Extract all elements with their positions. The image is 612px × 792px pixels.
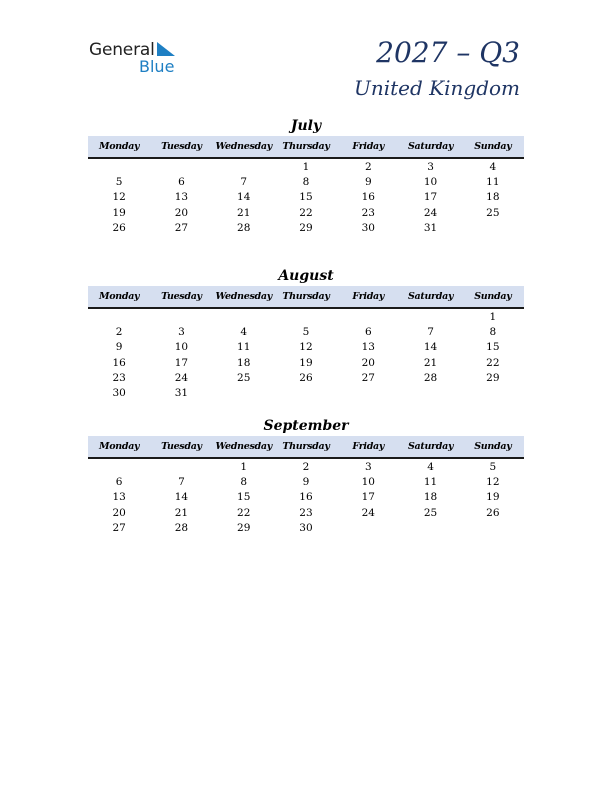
- day-cell: 3: [427, 161, 434, 173]
- day-cell: 4: [489, 161, 497, 173]
- day-cell: 8: [302, 176, 310, 189]
- weekday-monday: Monday: [99, 291, 140, 302]
- day-cell: 7: [427, 326, 434, 339]
- empty-cell: [150, 160, 212, 175]
- day-cell: 28: [174, 521, 189, 534]
- day-cell: 23: [299, 506, 313, 519]
- weekday-monday: Monday: [99, 441, 140, 452]
- page-subtitle: United Kingdom: [354, 76, 520, 100]
- day-cell: 24: [174, 371, 189, 384]
- day-cell: 30: [361, 221, 375, 234]
- day-cell: 27: [112, 521, 126, 534]
- logo-triangle-icon: [155, 42, 177, 58]
- weekday-saturday: Saturday: [407, 441, 454, 452]
- weekday-sunday: Sunday: [474, 141, 512, 152]
- day-cell: 3: [364, 461, 372, 473]
- day-cell: 22: [486, 356, 500, 369]
- page-title: 2027 – Q3: [376, 36, 520, 69]
- day-cell: 21: [423, 356, 438, 369]
- weekday-thursday: Thursday: [282, 141, 330, 152]
- day-cell: 23: [361, 206, 375, 219]
- day-cell: 3: [178, 326, 185, 339]
- day-cell: 11: [237, 341, 251, 354]
- day-cell: 5: [302, 326, 310, 339]
- month-name: July: [290, 118, 322, 134]
- day-cell: 29: [237, 521, 251, 534]
- empty-cell: [88, 310, 150, 325]
- day-cell: 25: [486, 206, 500, 219]
- day-cell: 19: [112, 206, 126, 219]
- day-cell: 20: [174, 206, 189, 219]
- empty-cell: [213, 310, 275, 325]
- month-august: [88, 266, 524, 401]
- day-cell: 16: [112, 356, 126, 369]
- empty-cell: [150, 310, 212, 325]
- day-cell: 17: [174, 356, 189, 369]
- day-cell: 1: [240, 461, 248, 473]
- day-cell: 11: [423, 476, 438, 489]
- weekday-monday: Monday: [99, 141, 140, 152]
- day-cell: 2: [302, 461, 310, 473]
- day-cell: 24: [423, 206, 438, 219]
- day-cell: 21: [174, 506, 189, 519]
- day-cell: 8: [489, 326, 497, 339]
- day-cell: 26: [299, 371, 313, 384]
- day-cell: 14: [423, 341, 438, 354]
- day-cell: 17: [423, 191, 438, 204]
- day-cell: 5: [115, 176, 123, 189]
- empty-cell: [88, 460, 150, 475]
- day-cell: 10: [174, 341, 189, 354]
- weekday-wednesday: Wednesday: [215, 441, 272, 452]
- day-cell: 4: [240, 326, 248, 339]
- day-cell: 1: [489, 311, 497, 323]
- day-cell: 27: [174, 221, 189, 234]
- day-cell: 14: [174, 491, 189, 504]
- empty-cell: [399, 310, 461, 325]
- day-cell: 18: [423, 491, 438, 504]
- day-cell: 31: [423, 221, 438, 234]
- day-cell: 30: [112, 386, 126, 399]
- day-cell: 29: [299, 221, 313, 234]
- weekday-friday: Friday: [352, 291, 385, 302]
- day-cell: 20: [112, 506, 126, 519]
- weekday-sunday: Sunday: [474, 441, 512, 452]
- day-cell: 20: [361, 356, 375, 369]
- day-cell: 15: [486, 341, 500, 354]
- day-cell: 10: [423, 176, 438, 189]
- day-cell: 9: [364, 176, 372, 189]
- day-cell: 13: [174, 191, 189, 204]
- weekday-tuesday: Tuesday: [161, 441, 202, 452]
- weekday-sunday: Sunday: [474, 291, 512, 302]
- weekday-wednesday: Wednesday: [215, 141, 272, 152]
- logo: [89, 40, 189, 76]
- day-cell: 2: [364, 161, 372, 173]
- day-cell: 7: [240, 176, 248, 189]
- weekday-saturday: Saturday: [407, 141, 454, 152]
- day-cell: 16: [361, 191, 375, 204]
- empty-cell: [275, 310, 337, 325]
- day-cell: 23: [112, 371, 126, 384]
- day-cell: 5: [489, 461, 497, 473]
- empty-cell: [337, 310, 399, 325]
- day-cell: 2: [115, 326, 123, 339]
- weekday-saturday: Saturday: [407, 291, 454, 302]
- day-cell: 8: [240, 476, 248, 489]
- empty-cell: [213, 160, 275, 175]
- day-cell: 30: [299, 521, 313, 534]
- weekday-thursday: Thursday: [282, 291, 330, 302]
- empty-cell: [150, 460, 212, 475]
- weekday-thursday: Thursday: [282, 441, 330, 452]
- day-cell: 21: [237, 206, 251, 219]
- month-name: September: [263, 418, 349, 434]
- day-cell: 14: [237, 191, 251, 204]
- day-cell: 13: [361, 341, 375, 354]
- logo-text-general: General: [89, 40, 155, 60]
- weekday-header-row: [88, 286, 524, 309]
- day-cell: 29: [486, 371, 500, 384]
- day-cell: 31: [174, 386, 189, 399]
- day-cell: 28: [237, 221, 251, 234]
- day-cell: 17: [361, 491, 375, 504]
- day-cell: 18: [486, 191, 500, 204]
- weekday-wednesday: Wednesday: [215, 291, 272, 302]
- day-cell: 4: [427, 461, 434, 473]
- day-cell: 19: [299, 356, 313, 369]
- day-grid: [88, 159, 524, 236]
- day-cell: 1: [302, 161, 310, 173]
- day-cell: 24: [361, 506, 375, 519]
- day-cell: 9: [115, 341, 123, 354]
- day-cell: 27: [361, 371, 375, 384]
- day-cell: 6: [364, 326, 372, 339]
- day-cell: 12: [112, 191, 126, 204]
- day-cell: 28: [423, 371, 438, 384]
- day-cell: 16: [299, 491, 313, 504]
- day-cell: 15: [299, 191, 313, 204]
- day-cell: 11: [486, 176, 500, 189]
- weekday-friday: Friday: [352, 141, 385, 152]
- day-cell: 25: [423, 506, 438, 519]
- weekday-friday: Friday: [352, 441, 385, 452]
- weekday-header-row: [88, 436, 524, 459]
- day-cell: 12: [299, 341, 313, 354]
- day-cell: 13: [112, 491, 126, 504]
- day-cell: 19: [486, 491, 500, 504]
- day-grid: [88, 309, 524, 401]
- month-september: [88, 416, 524, 536]
- month-name: August: [278, 268, 334, 284]
- day-cell: 22: [299, 206, 313, 219]
- weekday-tuesday: Tuesday: [161, 141, 202, 152]
- day-cell: 6: [115, 476, 123, 489]
- day-cell: 9: [302, 476, 310, 489]
- day-cell: 15: [237, 491, 251, 504]
- day-cell: 6: [178, 176, 185, 189]
- day-cell: 22: [237, 506, 251, 519]
- weekday-header-row: [88, 136, 524, 159]
- empty-cell: [88, 160, 150, 175]
- day-cell: 18: [237, 356, 251, 369]
- day-grid: [88, 459, 524, 536]
- logo-text-blue: Blue: [139, 57, 175, 76]
- month-july: [88, 116, 524, 236]
- day-cell: 12: [486, 476, 500, 489]
- day-cell: 7: [178, 476, 185, 489]
- day-cell: 10: [361, 476, 375, 489]
- day-cell: 26: [112, 221, 126, 234]
- weekday-tuesday: Tuesday: [161, 291, 202, 302]
- day-cell: 26: [486, 506, 500, 519]
- day-cell: 25: [237, 371, 251, 384]
